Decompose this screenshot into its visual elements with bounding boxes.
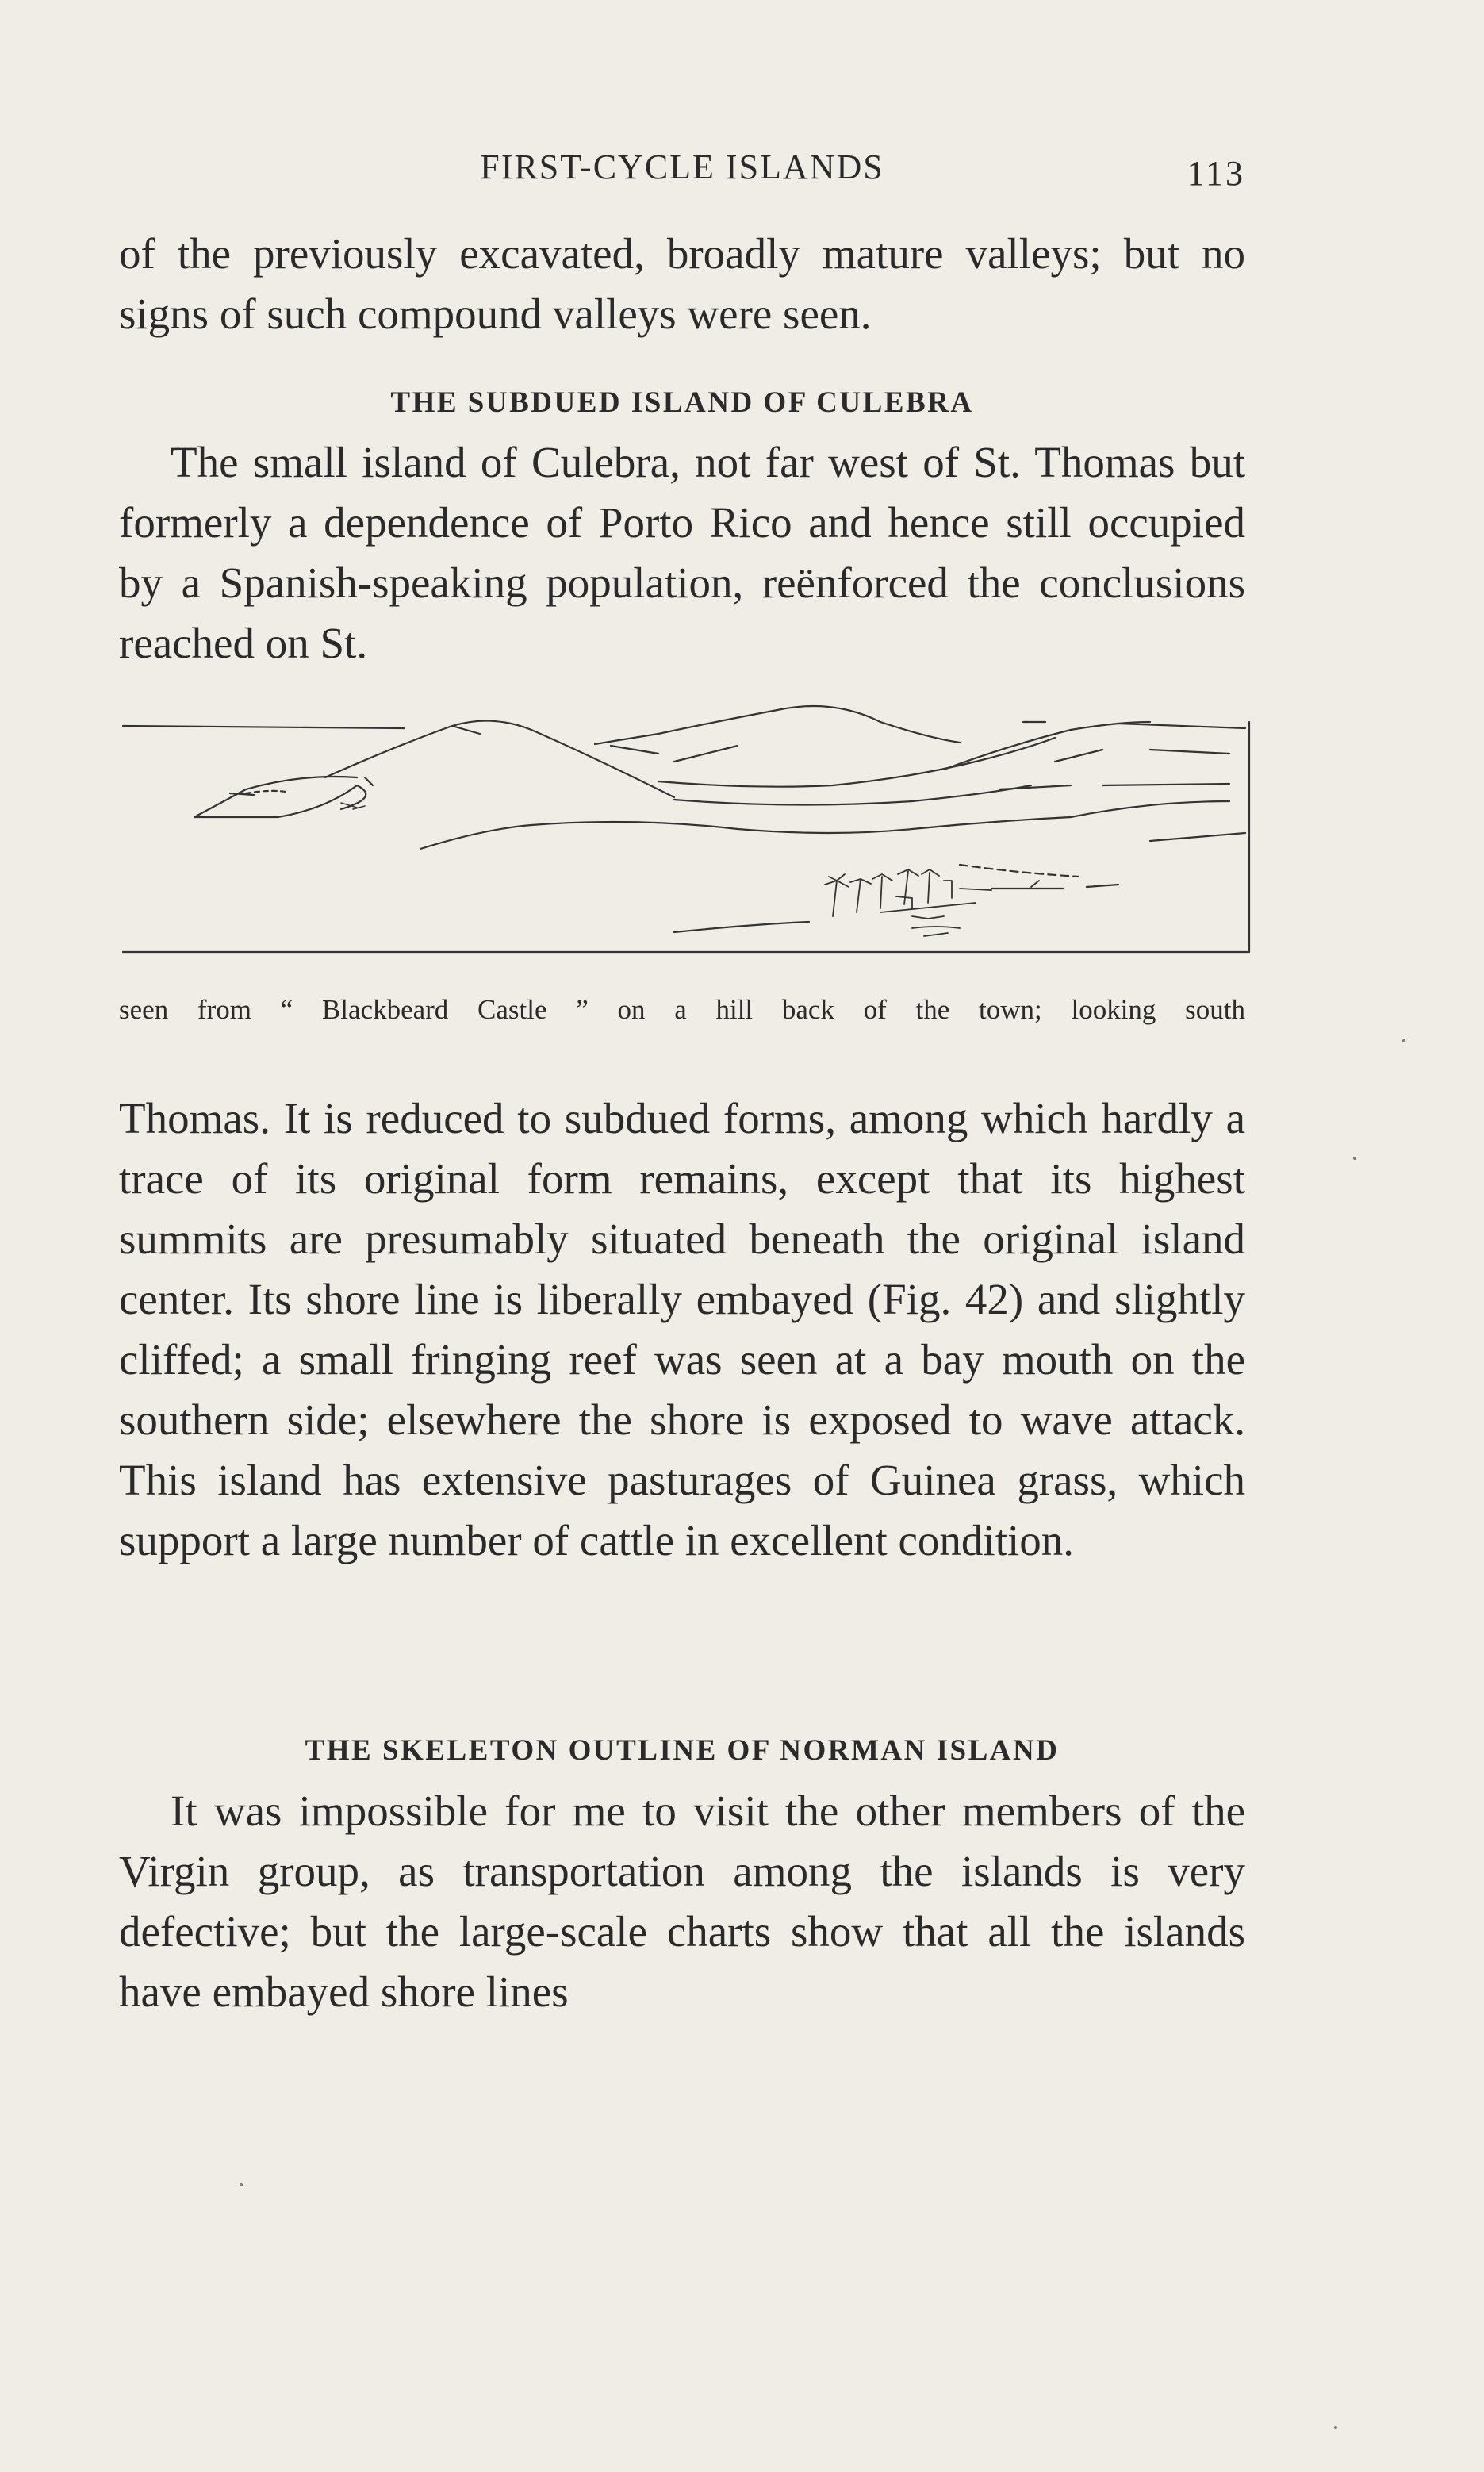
paper-speck bbox=[240, 2183, 243, 2186]
section-heading-norman: THE SKELETON OUTLINE OF NORMAN ISLAND bbox=[305, 1734, 1060, 1767]
paragraph-norman-intro: It was impossible for me to visit the other members of the Virgin group, as transportation among the islands is very defective; but the large-scale charts show that all the islands have embayed shore lines bbox=[119, 1787, 1245, 2016]
paragraph-culebra-intro: The small island of Culebra, not far west of St. Thomas but formerly a dependence of Porto Rico and hence still occupied by a Spanish-speaking population, reënforced the conclusions reached on St. bbox=[119, 438, 1245, 667]
figure-caption: seen from “ Blackbeard Castle ” on a hill back of the town; looking south bbox=[119, 994, 1245, 1025]
section-heading-culebra: THE SUBDUED ISLAND OF CULEBRA bbox=[390, 386, 974, 419]
paragraph-culebra-description: Thomas. It is reduced to subdued forms, among which hardly a trace of its original form remains, except that its highest summits are presumably situated beneath the original island center. Its shore line is liberally embayed (Fig. 42) and slightly cliffed; a small fringing reef was seen at a bay mouth on the southern side; elsewhere the shore is exposed to wave attack. This island has extensive pasturages of Guinea grass, which support a large number of cattle in excellent condition. bbox=[119, 1094, 1245, 1564]
running-head bbox=[119, 147, 1245, 202]
landscape-sketch bbox=[119, 690, 1253, 960]
paper-speck bbox=[1334, 2426, 1337, 2429]
page-number: 113 bbox=[1187, 154, 1245, 193]
paragraph-continuation: of the previously excavated, broadly mature valleys; but no signs of such compound valleys were seen. bbox=[119, 229, 1245, 338]
figure-sketch bbox=[119, 690, 1253, 960]
running-title: FIRST-CYCLE ISLANDS bbox=[480, 148, 884, 186]
paper-speck bbox=[1353, 1157, 1356, 1160]
paper-speck bbox=[1402, 1039, 1405, 1042]
